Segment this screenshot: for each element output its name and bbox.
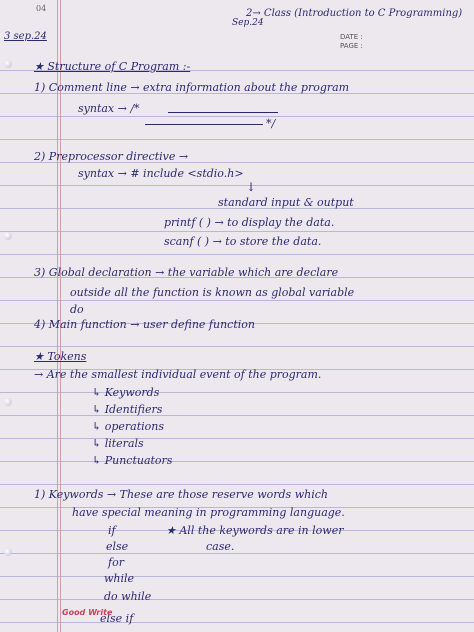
keywords-note: ★ All the keywords are in lower bbox=[166, 524, 344, 537]
margin-date: 3 sep.24 bbox=[4, 31, 47, 42]
binder-hole bbox=[4, 398, 12, 406]
keywords-note-2: case. bbox=[206, 540, 235, 553]
comment-close: */ bbox=[266, 117, 276, 130]
page-field-label: PAGE : bbox=[340, 42, 363, 50]
global-declaration-text: 3) Global declaration → the variable which are declare bbox=[34, 266, 339, 279]
margin-line bbox=[57, 0, 58, 632]
token-item: ↳ Keywords bbox=[92, 386, 160, 399]
lecture-title: 2→ Class (Introduction to C Programming) bbox=[246, 8, 463, 19]
binder-hole bbox=[4, 232, 12, 240]
page-number: 04 bbox=[36, 4, 47, 13]
tokens-heading: ★ Tokens bbox=[34, 350, 87, 363]
token-item: ↳ literals bbox=[92, 437, 144, 450]
keywords-text-2: have special meaning in programming language. bbox=[72, 506, 345, 519]
stdio-note: standard input & output bbox=[218, 196, 354, 209]
comment-line-text: 1) Comment line → extra information about the program bbox=[34, 81, 350, 94]
token-item: ↳ Identifiers bbox=[92, 403, 163, 416]
scanf-note: scanf ( ) → to store the data. bbox=[164, 235, 322, 248]
preprocessor-syntax: syntax → # include <stdio.h> bbox=[78, 167, 244, 180]
keyword-item: if bbox=[108, 524, 116, 537]
token-item: ↳ Punctuators bbox=[92, 454, 173, 467]
keyword-item: for bbox=[108, 556, 124, 569]
structure-heading: ★ Structure of C Program :- bbox=[34, 60, 191, 73]
global-declaration-text-2: outside all the function is known as global variable bbox=[70, 286, 355, 299]
keywords-text: 1) Keywords → These are those reserve words which bbox=[34, 488, 328, 501]
keyword-item: else bbox=[106, 540, 129, 553]
comment-syntax: syntax → /* bbox=[78, 102, 140, 115]
printf-note: printf ( ) → to display the data. bbox=[164, 216, 335, 229]
comment-blank-line bbox=[145, 124, 263, 125]
margin-line-inner bbox=[60, 0, 61, 632]
keyword-item: do while bbox=[104, 590, 152, 603]
main-function-text: 4) Main function → user define function bbox=[34, 318, 255, 331]
binder-hole bbox=[4, 60, 12, 68]
preprocessor-text: 2) Preprocessor directive → bbox=[34, 150, 189, 163]
token-item: ↳ operations bbox=[92, 420, 164, 433]
comment-blank-line bbox=[168, 112, 278, 113]
brand-logo: Good Write bbox=[62, 608, 113, 617]
global-declaration-text-3: do bbox=[70, 303, 84, 316]
keyword-item: while bbox=[104, 572, 135, 585]
tokens-intro: → Are the smallest individual event of the program. bbox=[34, 368, 322, 381]
binder-hole bbox=[4, 548, 12, 556]
lecture-date: Sep.24 bbox=[232, 18, 264, 28]
keyword-item: else if bbox=[100, 612, 134, 625]
arrow-down-icon: ↓ bbox=[246, 180, 257, 194]
date-field-label: DATE : bbox=[340, 33, 363, 41]
